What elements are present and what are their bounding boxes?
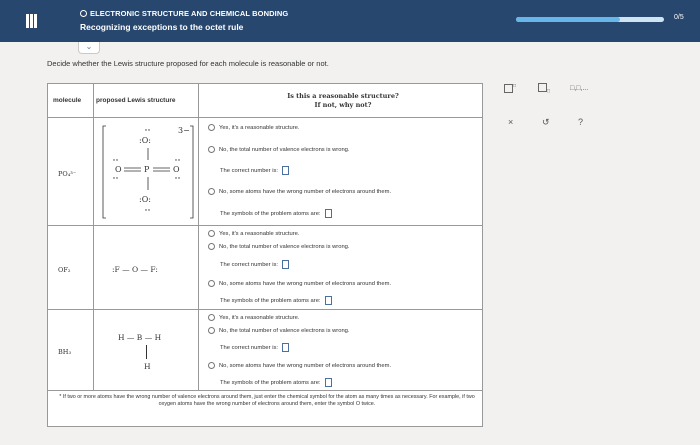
atom-p: P bbox=[144, 165, 150, 174]
divider bbox=[48, 390, 482, 391]
atom-o-left: O bbox=[115, 165, 122, 174]
radio-button[interactable] bbox=[208, 314, 215, 321]
option-electrons-label: No, the total number of valence electrons is wrong. bbox=[219, 146, 350, 153]
radio-button[interactable] bbox=[208, 124, 215, 131]
topic-breadcrumb bbox=[80, 9, 288, 18]
correct-number-input[interactable] bbox=[282, 166, 289, 175]
topic-label: ELECTRONIC STRUCTURE AND CHEMICAL BONDING bbox=[90, 9, 289, 18]
option-atoms-label: No, some atoms have the wrong number of electrons around them. bbox=[219, 280, 392, 287]
lewis-structure-po4 bbox=[100, 122, 196, 222]
superscript-tool-icon[interactable]: □ bbox=[504, 83, 516, 93]
col-molecule-header: molecule bbox=[53, 97, 82, 104]
symbols-input[interactable] bbox=[325, 209, 332, 218]
option-atoms-wrong[interactable] bbox=[208, 362, 391, 369]
option-yes-label: Yes, it's a reasonable structure. bbox=[219, 314, 300, 321]
subscript-tool-icon[interactable]: □ bbox=[538, 83, 550, 95]
progress-count: 0/5 bbox=[674, 14, 684, 21]
option-electrons-wrong[interactable] bbox=[208, 146, 350, 153]
option-electrons-wrong[interactable] bbox=[208, 243, 350, 250]
footnote: * If two or more atoms have the wrong number of valence electrons around them, just enter the chemical symbol for the atom as many times as necessary. For example, if two oxygen atoms have the wrong number of electrons around them, enter the symbol O twice. bbox=[59, 394, 475, 407]
charge-label: 3− bbox=[178, 126, 190, 135]
col-question-line1: Is this a reasonable structure? bbox=[287, 92, 399, 100]
option-atoms-label: No, some atoms have the wrong number of electrons around them. bbox=[219, 188, 392, 195]
molecule-label: OF₂ bbox=[58, 266, 71, 274]
correct-number-row bbox=[220, 260, 289, 269]
help-icon[interactable]: ? bbox=[578, 117, 584, 127]
lewis-structure-bh3-top: H — B — H bbox=[118, 333, 162, 342]
correct-number-label: The correct number is: bbox=[220, 261, 278, 268]
atom-o-bottom: :O: bbox=[139, 195, 151, 204]
radio-button[interactable] bbox=[208, 243, 215, 250]
option-yes-label: Yes, it's a reasonable structure. bbox=[219, 230, 300, 237]
option-atoms-label: No, some atoms have the wrong number of electrons around them. bbox=[219, 362, 392, 369]
atom-o-top: :O: bbox=[139, 136, 151, 145]
divider bbox=[48, 225, 482, 226]
bond-line bbox=[146, 345, 147, 359]
menu-icon[interactable] bbox=[26, 14, 38, 28]
symbols-row bbox=[220, 296, 332, 305]
divider bbox=[198, 84, 199, 390]
answer-tools bbox=[492, 83, 602, 143]
col-lewis-header: proposed Lewis structure bbox=[96, 97, 176, 104]
correct-number-input[interactable] bbox=[282, 343, 289, 352]
option-yes[interactable] bbox=[208, 314, 299, 321]
lewis-structure-bh3-bottom: H bbox=[144, 362, 151, 371]
clear-icon[interactable]: × bbox=[508, 117, 514, 127]
radio-button[interactable] bbox=[208, 362, 215, 369]
progress-fill bbox=[516, 17, 620, 22]
symbols-row bbox=[220, 209, 332, 218]
option-atoms-wrong[interactable] bbox=[208, 188, 391, 195]
page-title: Recognizing exceptions to the octet rule bbox=[80, 22, 244, 32]
multi-box-tool-icon[interactable]: □,□,... bbox=[570, 85, 589, 92]
radio-button[interactable] bbox=[208, 146, 215, 153]
col-question-line2: If not, why not? bbox=[314, 101, 372, 109]
radio-button[interactable] bbox=[208, 188, 215, 195]
col-question-header bbox=[203, 92, 483, 110]
divider bbox=[48, 309, 482, 310]
correct-number-label: The correct number is: bbox=[220, 167, 278, 174]
correct-number-row bbox=[220, 343, 289, 352]
symbols-label: The symbols of the problem atoms are: bbox=[220, 379, 321, 386]
radio-button[interactable] bbox=[208, 230, 215, 237]
option-yes-label: Yes, it's a reasonable structure. bbox=[219, 124, 300, 131]
symbols-label: The symbols of the problem atoms are: bbox=[220, 297, 321, 304]
lewis-structure-of2: :F — O — F: bbox=[112, 265, 158, 274]
option-electrons-wrong[interactable] bbox=[208, 327, 350, 334]
molecule-label: BH₃ bbox=[58, 348, 72, 356]
top-header bbox=[0, 0, 700, 42]
instructions: Decide whether the Lewis structure proposed for each molecule is reasonable or not. bbox=[47, 59, 329, 68]
symbols-input[interactable] bbox=[325, 296, 332, 305]
undo-icon[interactable]: ↺ bbox=[542, 117, 550, 127]
radio-button[interactable] bbox=[208, 280, 215, 287]
symbols-input[interactable] bbox=[325, 378, 332, 387]
option-yes[interactable] bbox=[208, 124, 299, 131]
correct-number-label: The correct number is: bbox=[220, 344, 278, 351]
option-atoms-wrong[interactable] bbox=[208, 280, 391, 287]
radio-button[interactable] bbox=[208, 327, 215, 334]
symbols-row bbox=[220, 378, 332, 387]
table-header bbox=[48, 84, 482, 118]
molecule-label: PO₄³⁻ bbox=[58, 170, 77, 178]
option-yes[interactable] bbox=[208, 230, 299, 237]
chevron-down-icon[interactable]: ⌄ bbox=[78, 42, 100, 54]
divider bbox=[93, 84, 94, 390]
option-electrons-label: No, the total number of valence electrons is wrong. bbox=[219, 327, 350, 334]
atom-o-right: O bbox=[173, 165, 180, 174]
correct-number-row bbox=[220, 166, 289, 175]
correct-number-input[interactable] bbox=[282, 260, 289, 269]
option-electrons-label: No, the total number of valence electrons is wrong. bbox=[219, 243, 350, 250]
symbols-label: The symbols of the problem atoms are: bbox=[220, 210, 321, 217]
lewis-table bbox=[47, 83, 483, 427]
topic-circle-icon bbox=[80, 10, 87, 17]
progress-bar bbox=[516, 17, 664, 22]
